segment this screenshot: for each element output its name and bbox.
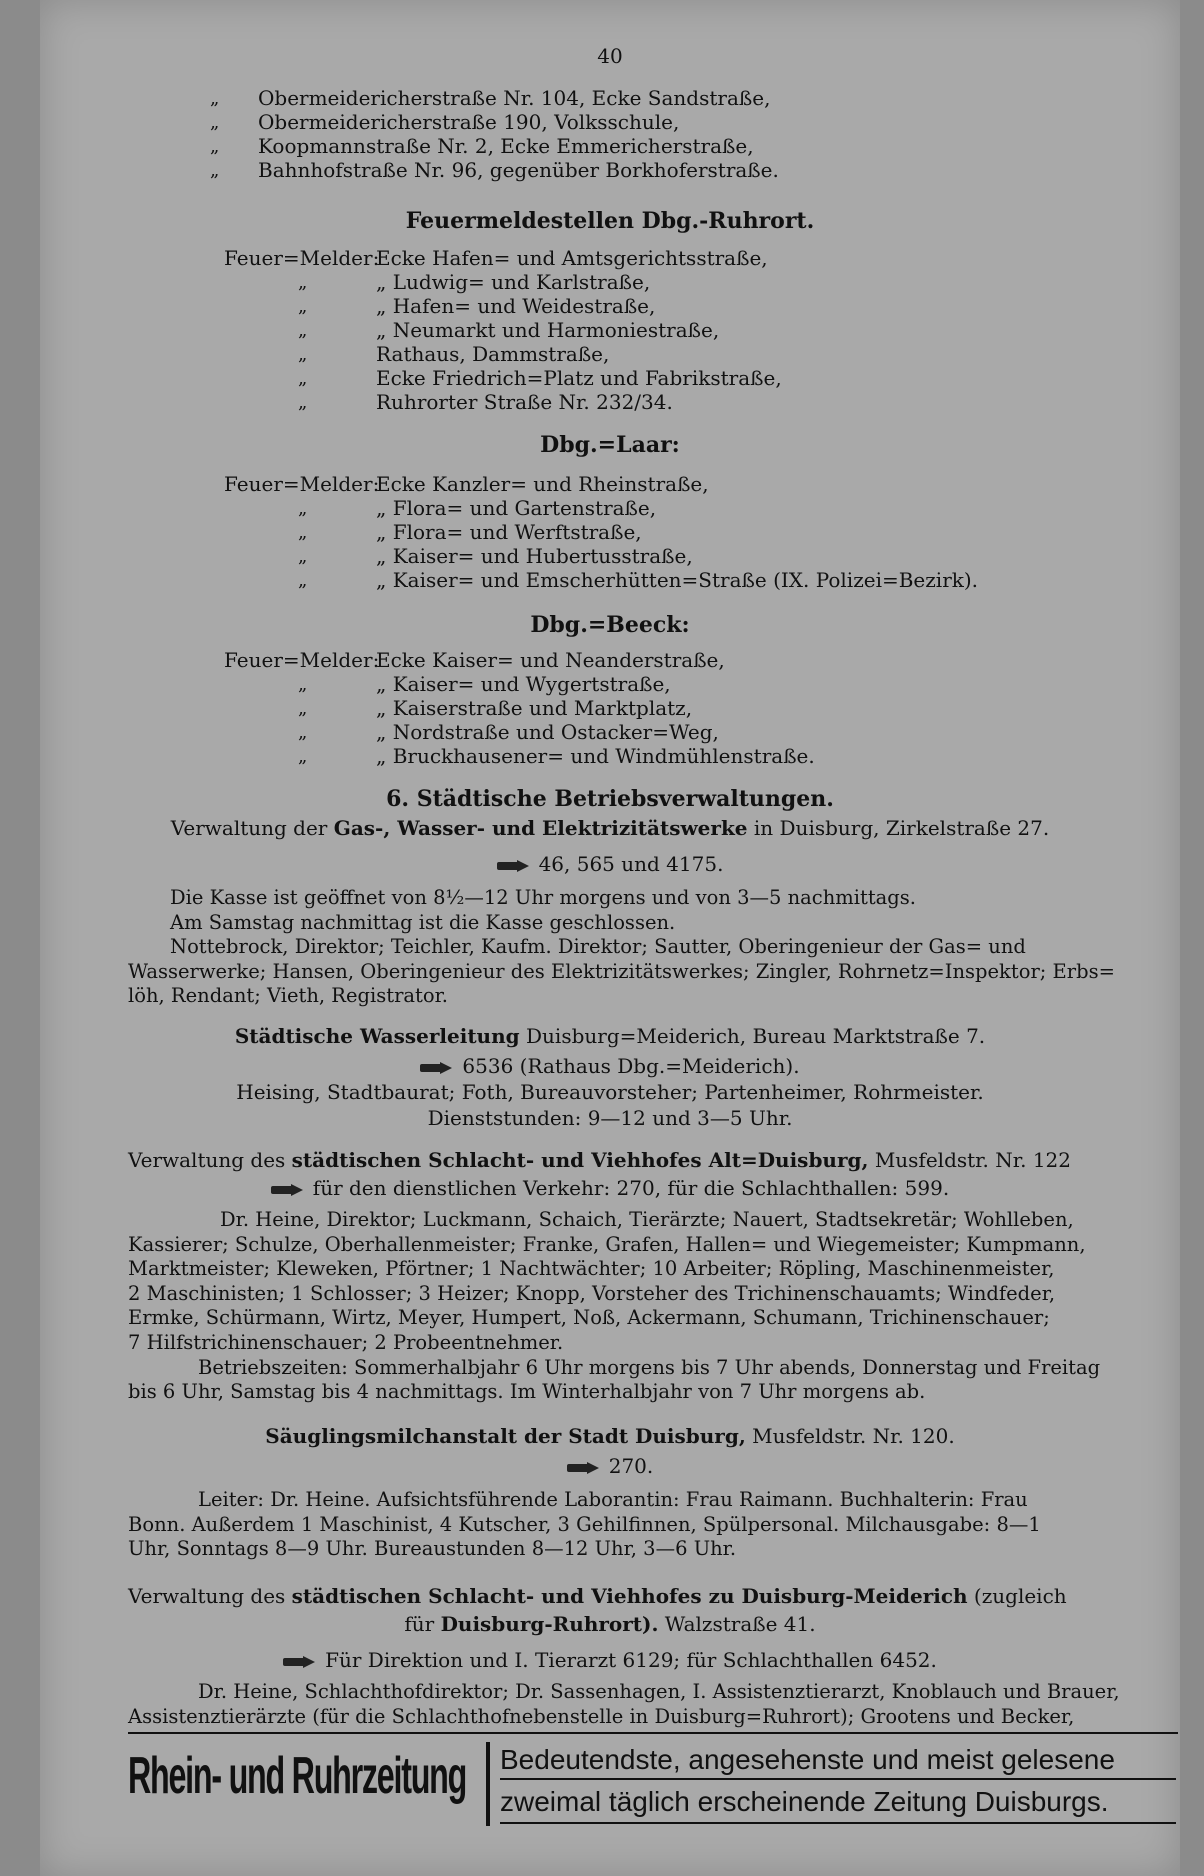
list-item: Ruhrorter Straße Nr. 232/34. [376, 390, 673, 414]
text-pre: Verwaltung des [128, 1584, 286, 1608]
ditto-mark: „ [298, 674, 308, 695]
wasserleitung-hours: Dienststunden: 9—12 und 3—5 Uhr. [427, 1106, 793, 1130]
schlachthof-alt-address: Musfeldstr. Nr. 122 [874, 1148, 1072, 1172]
schlachthof-alt-text [128, 1208, 1168, 1405]
telephone-icon [567, 1461, 601, 1475]
ad-line-1: Bedeutendste, angesehenste und meist gelesene [500, 1744, 1115, 1775]
list-item: Koopmannstraße Nr. 2, Ecke Emmericherstraße, [258, 134, 754, 158]
section-heading-betriebsverwaltungen: 6. Städtische Betriebsverwaltungen. [386, 786, 834, 812]
text-line: Die Kasse ist geöffnet von 8½—12 Uhr morgens und von 3—5 nachmittags. [170, 886, 916, 909]
ditto-mark: „ [298, 746, 308, 767]
schlachthof-meiderich-text [128, 1680, 1168, 1729]
text-line: 2 Maschinisten; 1 Schlosser; 3 Heizer; Knopp, Vorsteher des Trichinenschauamts; Windfeder, [128, 1281, 1056, 1305]
fire-alarm-label: Feuer=Melder: [224, 246, 380, 270]
list-item: Ecke Kaiser= und Neanderstraße, [376, 648, 725, 672]
ditto-mark: „ [298, 320, 308, 341]
text-line: Bonn. Außerdem 1 Maschinist, 4 Kutscher, 3 Gehilfinnen, Spülpersonal. Milchausgabe: 8—1 [128, 1512, 1041, 1536]
list-item: Bahnhofstraße Nr. 96, gegenüber Borkhoferstraße. [258, 158, 779, 182]
schlachthof-alt-line [128, 1148, 1071, 1172]
telephone-icon [271, 1183, 305, 1197]
admin-title: Gas-, Wasser- und Elektrizitätswerke [333, 816, 748, 840]
text-line: Kassierer; Schulze, Oberhallenmeister; Franke, Grafen, Hallen= und Wiegemeister; Kumpmann, [128, 1232, 1086, 1256]
fire-alarm-label: Feuer=Melder: [224, 648, 380, 672]
schlachthof-meiderich-line [128, 1584, 1067, 1608]
phone-line [40, 1648, 1180, 1672]
list-item: „ Neumarkt und Harmoniestraße, [376, 318, 720, 342]
list-item: Ecke Hafen= und Amtsgerichtsstraße, [376, 246, 768, 270]
text-line: bis 6 Uhr, Samstag bis 4 nachmittags. Im Winterhalbjahr von 7 Uhr morgens ab. [128, 1380, 926, 1404]
schlachthof-alt-title: städtischen Schlacht- und Viehhofes Alt=Duisburg, [291, 1148, 869, 1172]
wasserleitung-address: Duisburg=Meiderich, Bureau Marktstraße 7. [526, 1024, 986, 1048]
ditto-mark: „ [298, 722, 308, 743]
text-line: Dr. Heine, Direktor; Luckmann, Schaich, Tierärzte; Nauert, Stadtsekretär; Wohlleben, [220, 1208, 1074, 1231]
text-line: Am Samstag nachmittag ist die Kasse geschlossen. [170, 910, 676, 934]
phone-numbers: 6536 (Rathaus Dbg.=Meiderich). [462, 1054, 800, 1078]
text-line: Betriebszeiten: Sommerhalbjahr 6 Uhr morgens bis 7 Uhr abends, Donnerstag und Freitag [198, 1355, 1101, 1379]
ditto-mark: „ [210, 88, 220, 109]
ditto-mark: „ [298, 296, 308, 317]
list-item: „ Flora= und Gartenstraße, [376, 496, 657, 520]
ditto-mark: „ [298, 522, 308, 543]
telephone-icon [283, 1655, 317, 1669]
admin-line [40, 816, 1180, 840]
ditto-mark: „ [210, 136, 220, 157]
saeuglings-title: Säuglingsmilchanstalt der Stadt Duisburg, [265, 1424, 746, 1448]
schlachthof-meiderich-title: städtischen Schlacht- und Viehhofes zu Duisburg-Meiderich [291, 1584, 968, 1608]
list-item: „ Kaiser= und Wygertstraße, [376, 672, 671, 696]
telephone-icon [420, 1061, 454, 1075]
saeuglings-address: Musfeldstr. Nr. 120. [752, 1424, 955, 1448]
list-item: „ Kaiserstraße und Marktplatz, [376, 696, 693, 720]
section-heading-laar: Dbg.=Laar: [540, 432, 680, 458]
list-item: „ Nordstraße und Ostacker=Weg, [376, 720, 719, 744]
section-heading-beeck: Dbg.=Beeck: [530, 612, 690, 638]
ad-line-2: zweimal täglich erscheinende Zeitung Duisburgs. [500, 1786, 1109, 1817]
text-line: 7 Hilfstrichinenschauer; 2 Probeentnehmer. [128, 1330, 564, 1354]
phone-numbers: 46, 565 und 4175. [538, 852, 724, 876]
ad-brand: Rhein- und Ruhrzeitung [128, 1747, 467, 1805]
list-item: Obermeidericherstraße 190, Volksschule, [258, 110, 680, 134]
ditto-mark: „ [298, 498, 308, 519]
ruhrort-name: Duisburg-Ruhrort). [440, 1612, 659, 1636]
ditto-mark: „ [210, 112, 220, 133]
text-pre: für [404, 1612, 435, 1636]
list-item: „ Hafen= und Weidestraße, [376, 294, 656, 318]
list-item: „ Kaiser= und Hubertusstraße, [376, 544, 693, 568]
text-post: (zugleich [973, 1584, 1067, 1608]
text-line: Assistenztierärzte (für die Schlachthofnebenstelle in Duisburg=Ruhrort); Grootens und Becker, [128, 1704, 1075, 1728]
list-item: „ Flora= und Werftstraße, [376, 520, 642, 544]
ditto-mark: „ [298, 392, 308, 413]
ditto-mark: „ [298, 272, 308, 293]
ditto-mark: „ [298, 570, 308, 591]
phone-line [40, 1454, 1180, 1478]
newspaper-advertisement [128, 1742, 1178, 1828]
text-pre: Verwaltung des [128, 1148, 286, 1172]
phone-line [40, 1054, 1180, 1078]
fire-alarm-label: Feuer=Melder: [224, 472, 380, 496]
text-line: Uhr, Sonntags 8—9 Uhr. Bureaustunden 8—12 Uhr, 3—6 Uhr. [128, 1537, 737, 1561]
phone-numbers: für den dienstlichen Verkehr: 270, für die Schlachthallen: 599. [312, 1176, 950, 1200]
ditto-mark: „ [298, 368, 308, 389]
list-item: „ Kaiser= und Emscherhütten=Straße (IX. Polizei=Bezirk). [376, 568, 979, 592]
ditto-mark: „ [298, 546, 308, 567]
text-line: löh, Rendant; Vieth, Registrator. [128, 984, 448, 1008]
admin-pre: Verwaltung der [170, 816, 328, 840]
page-number: 40 [597, 44, 623, 68]
telephone-icon [497, 859, 531, 873]
text-line: Marktmeister; Kleweken, Pförtner; 1 Nachtwächter; 10 Arbeiter; Röpling, Maschinenmeister, [128, 1257, 1055, 1281]
list-item: Ecke Friedrich=Platz und Fabrikstraße, [376, 366, 782, 390]
ditto-mark: „ [210, 160, 220, 181]
list-item: „ Bruckhausener= und Windmühlenstraße. [376, 744, 815, 768]
list-item: Rathaus, Dammstraße, [376, 342, 610, 366]
saeuglings-text [128, 1488, 1168, 1562]
divider [500, 1822, 1176, 1824]
wasserleitung-staff: Heising, Stadtbaurat; Foth, Bureauvorsteher; Partenheimer, Rohrmeister. [236, 1080, 984, 1104]
phone-numbers: Für Direktion und I. Tierarzt 6129; für Schlachthallen 6452. [325, 1648, 937, 1672]
text-line: Ermke, Schürmann, Wirtz, Meyer, Humpert, Noß, Ackermann, Schumann, Trichinenschauer; [128, 1306, 1050, 1330]
divider [486, 1742, 490, 1826]
list-item: „ Ludwig= und Karlstraße, [376, 270, 651, 294]
wasserleitung-line [40, 1024, 1180, 1048]
admin-address: in Duisburg, Zirkelstraße 27. [753, 816, 1050, 840]
text-line: Wasserwerke; Hansen, Oberingenieur des Elektrizitätswerkes; Zingler, Rohrnetz=Inspektor; Erbs= [128, 959, 1115, 983]
section-heading-ruhrort: Feuermeldestellen Dbg.-Ruhrort. [405, 208, 815, 234]
list-item: Ecke Kanzler= und Rheinstraße, [376, 472, 709, 496]
document-page [40, 0, 1180, 1876]
phone-numbers: 270. [608, 1454, 654, 1478]
gas-water-text [128, 886, 1168, 1009]
text-line: Nottebrock, Direktor; Teichler, Kaufm. Direktor; Sautter, Oberingenieur der Gas= und [170, 935, 1026, 959]
list-item: Obermeidericherstraße Nr. 104, Ecke Sandstraße, [258, 86, 771, 110]
phone-line [40, 852, 1180, 876]
divider [128, 1732, 1178, 1734]
divider [500, 1778, 1176, 1780]
address: Walzstraße 41. [664, 1612, 816, 1636]
phone-line [40, 1176, 1180, 1200]
text-line: Leiter: Dr. Heine. Aufsichtsführende Laborantin: Frau Raimann. Buchhalterin: Frau [198, 1488, 1028, 1511]
ditto-mark: „ [298, 698, 308, 719]
ditto-mark: „ [298, 344, 308, 365]
text-line: Dr. Heine, Schlachthofdirektor; Dr. Sassenhagen, I. Assistenztierarzt, Knoblauch und Brauer, [198, 1680, 1120, 1703]
schlachthof-meiderich-line2 [40, 1612, 1180, 1636]
saeuglings-line [40, 1424, 1180, 1448]
wasserleitung-title: Städtische Wasserleitung [234, 1024, 520, 1048]
